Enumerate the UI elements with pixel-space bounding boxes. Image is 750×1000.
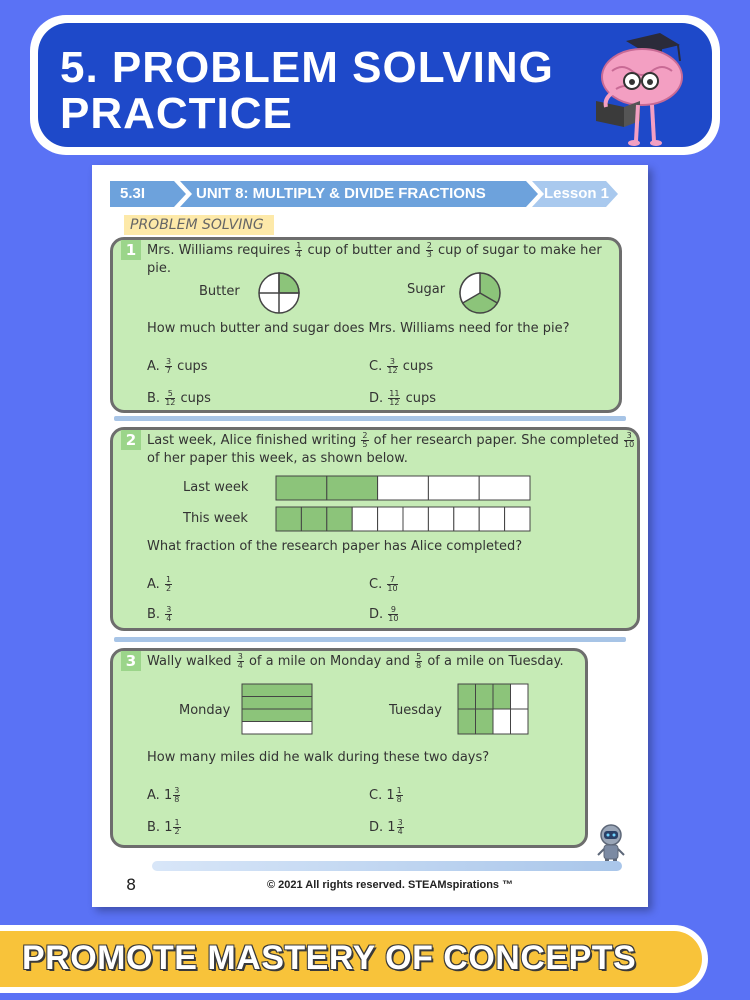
letter: B. bbox=[147, 607, 161, 622]
question-number: 3 bbox=[121, 651, 141, 671]
letter: C. bbox=[369, 788, 383, 803]
q1-option-a[interactable] bbox=[147, 358, 208, 375]
q3-fraction-b bbox=[415, 653, 422, 670]
fraction bbox=[396, 787, 403, 804]
monday-label: Monday bbox=[179, 703, 231, 718]
header-unit: UNIT 8: MULTIPLY & DIVIDE FRACTIONS bbox=[196, 185, 486, 202]
this-week-bar-tenths bbox=[275, 506, 531, 532]
den: 2 bbox=[174, 827, 180, 836]
letter: A. bbox=[147, 359, 160, 374]
den: 7 bbox=[165, 366, 172, 375]
q2-prompt: What fraction of the research paper has Alice completed? bbox=[147, 539, 523, 554]
whole: 1 bbox=[164, 820, 173, 835]
num: 1 bbox=[396, 786, 402, 795]
fraction bbox=[388, 606, 398, 623]
worksheet-page bbox=[92, 165, 648, 907]
num: 11 bbox=[389, 389, 400, 398]
q1-fraction-a bbox=[295, 242, 302, 259]
fraction bbox=[173, 787, 180, 804]
den: 4 bbox=[237, 661, 243, 670]
whole: 1 bbox=[163, 788, 173, 803]
q1-option-b[interactable] bbox=[147, 390, 211, 407]
num: 5 bbox=[416, 652, 422, 661]
den: 8 bbox=[174, 795, 180, 804]
monday-rectangle-quarters bbox=[241, 683, 313, 735]
den: 5 bbox=[362, 440, 368, 449]
this-week-label: This week bbox=[183, 511, 248, 526]
fraction bbox=[165, 576, 172, 593]
fraction bbox=[387, 358, 397, 375]
fraction bbox=[165, 358, 172, 375]
num: 2 bbox=[426, 241, 432, 250]
question-3-box bbox=[110, 648, 588, 848]
num: 9 bbox=[388, 606, 398, 615]
divider bbox=[114, 416, 626, 421]
q1-text-a: Mrs. Williams requires bbox=[147, 243, 291, 258]
fraction bbox=[165, 390, 175, 407]
bottom-banner bbox=[0, 925, 708, 993]
banner-title-line1: 5. PROBLEM SOLVING bbox=[60, 43, 554, 92]
fraction bbox=[397, 819, 404, 836]
num: 2 bbox=[362, 431, 368, 440]
letter: B. bbox=[147, 391, 161, 406]
q3-text-c: of a mile on Tuesday. bbox=[427, 654, 564, 669]
question-1-text bbox=[147, 242, 617, 278]
footer-bar bbox=[152, 861, 622, 871]
sugar-circle-thirds bbox=[458, 271, 502, 315]
q1-text-d: pie. bbox=[147, 261, 171, 276]
q2-text-a: Last week, Alice finished writing bbox=[147, 433, 357, 448]
q2-fraction-b bbox=[624, 432, 634, 449]
den: 4 bbox=[296, 250, 302, 259]
letter: C. bbox=[369, 359, 383, 374]
page-number: 8 bbox=[126, 875, 137, 894]
q3-option-b[interactable] bbox=[147, 819, 182, 836]
question-2-text bbox=[147, 432, 637, 468]
num: 3 bbox=[174, 786, 180, 795]
den: 12 bbox=[389, 398, 400, 407]
q1-option-d[interactable] bbox=[369, 390, 436, 407]
q3-text-a: Wally walked bbox=[147, 654, 232, 669]
den: 12 bbox=[387, 366, 398, 375]
banner-title-line2: PRACTICE bbox=[60, 89, 293, 138]
den: 10 bbox=[387, 584, 398, 593]
whole: 1 bbox=[386, 788, 395, 803]
question-1-box bbox=[110, 237, 622, 413]
banner-title bbox=[60, 45, 600, 137]
unit: cups bbox=[177, 359, 208, 374]
q2-option-b[interactable] bbox=[147, 606, 173, 623]
brain-reading-book-icon bbox=[582, 31, 690, 149]
title-banner-inner bbox=[38, 23, 712, 147]
tuesday-rectangle-eighths bbox=[457, 683, 529, 735]
unit: cups bbox=[180, 391, 211, 406]
q2-option-a[interactable] bbox=[147, 576, 173, 593]
den: 4 bbox=[397, 827, 403, 836]
num: 3 bbox=[166, 605, 172, 614]
q1-text-c: cup of sugar to make her bbox=[437, 243, 602, 258]
num: 3 bbox=[397, 818, 403, 827]
num: 1 bbox=[296, 241, 302, 250]
den: 12 bbox=[165, 398, 176, 407]
header-lesson: Lesson 1 bbox=[544, 185, 610, 202]
num: 3 bbox=[237, 652, 243, 661]
question-3-text bbox=[147, 653, 587, 671]
divider bbox=[114, 637, 626, 642]
letter: D. bbox=[369, 607, 384, 622]
q2-text-c: of her paper this week, as shown below. bbox=[147, 451, 408, 466]
den: 8 bbox=[416, 661, 422, 670]
den: 4 bbox=[166, 614, 172, 623]
den: 10 bbox=[624, 440, 635, 449]
q1-prompt: How much butter and sugar does Mrs. Williams need for the pie? bbox=[147, 321, 570, 336]
num: 7 bbox=[387, 576, 397, 585]
q3-option-c[interactable] bbox=[369, 787, 404, 804]
q3-prompt: How many miles did he walk during these two days? bbox=[147, 750, 490, 765]
sugar-label: Sugar bbox=[407, 282, 446, 297]
num: 3 bbox=[387, 358, 397, 367]
den: 8 bbox=[396, 795, 402, 804]
q3-option-d[interactable] bbox=[369, 819, 405, 836]
whole: 1 bbox=[387, 820, 396, 835]
last-week-label: Last week bbox=[183, 480, 249, 495]
butter-circle-quarters bbox=[257, 271, 301, 315]
num: 3 bbox=[165, 357, 172, 366]
letter: C. bbox=[369, 577, 383, 592]
letter: A. bbox=[147, 788, 160, 803]
q2-fraction-a bbox=[361, 432, 368, 449]
den: 2 bbox=[165, 584, 172, 593]
bottom-banner-inner bbox=[0, 931, 702, 987]
num: 3 bbox=[624, 432, 634, 441]
den: 3 bbox=[426, 250, 432, 259]
question-number: 1 bbox=[121, 240, 141, 260]
fraction bbox=[388, 390, 400, 407]
section-label: PROBLEM SOLVING bbox=[124, 215, 274, 235]
unit: cups bbox=[402, 359, 434, 374]
copyright-text: © 2021 All rights reserved. STEAMspirations ™ bbox=[267, 879, 514, 891]
q2-option-c[interactable] bbox=[369, 576, 399, 593]
tuesday-label: Tuesday bbox=[389, 703, 442, 718]
q3-text-b: of a mile on Monday and bbox=[248, 654, 410, 669]
fraction bbox=[165, 606, 172, 623]
q3-fraction-a bbox=[237, 653, 244, 670]
question-2-box bbox=[110, 427, 640, 631]
unit: cups bbox=[405, 391, 437, 406]
bottom-banner-text: PROMOTE MASTERY OF CONCEPTS bbox=[22, 939, 637, 977]
letter: D. bbox=[369, 820, 384, 835]
num: 1 bbox=[174, 818, 180, 827]
q2-option-d[interactable] bbox=[369, 606, 399, 623]
butter-label: Butter bbox=[199, 284, 240, 299]
den: 10 bbox=[388, 614, 399, 623]
last-week-bar-fifths bbox=[275, 475, 531, 501]
letter: A. bbox=[147, 577, 160, 592]
letter: B. bbox=[147, 820, 161, 835]
q3-option-a[interactable] bbox=[147, 787, 181, 804]
fraction bbox=[173, 819, 180, 836]
q1-text-b: cup of butter and bbox=[307, 243, 421, 258]
q1-option-c[interactable] bbox=[369, 358, 433, 375]
title-banner bbox=[30, 15, 720, 155]
fraction bbox=[387, 576, 397, 593]
q2-text-b: of her research paper. She completed bbox=[373, 433, 619, 448]
num: 1 bbox=[165, 575, 172, 584]
letter: D. bbox=[369, 391, 384, 406]
header-code: 5.3I bbox=[120, 185, 146, 202]
num: 5 bbox=[165, 390, 175, 399]
question-number: 2 bbox=[121, 430, 141, 450]
q1-fraction-b bbox=[426, 242, 433, 259]
